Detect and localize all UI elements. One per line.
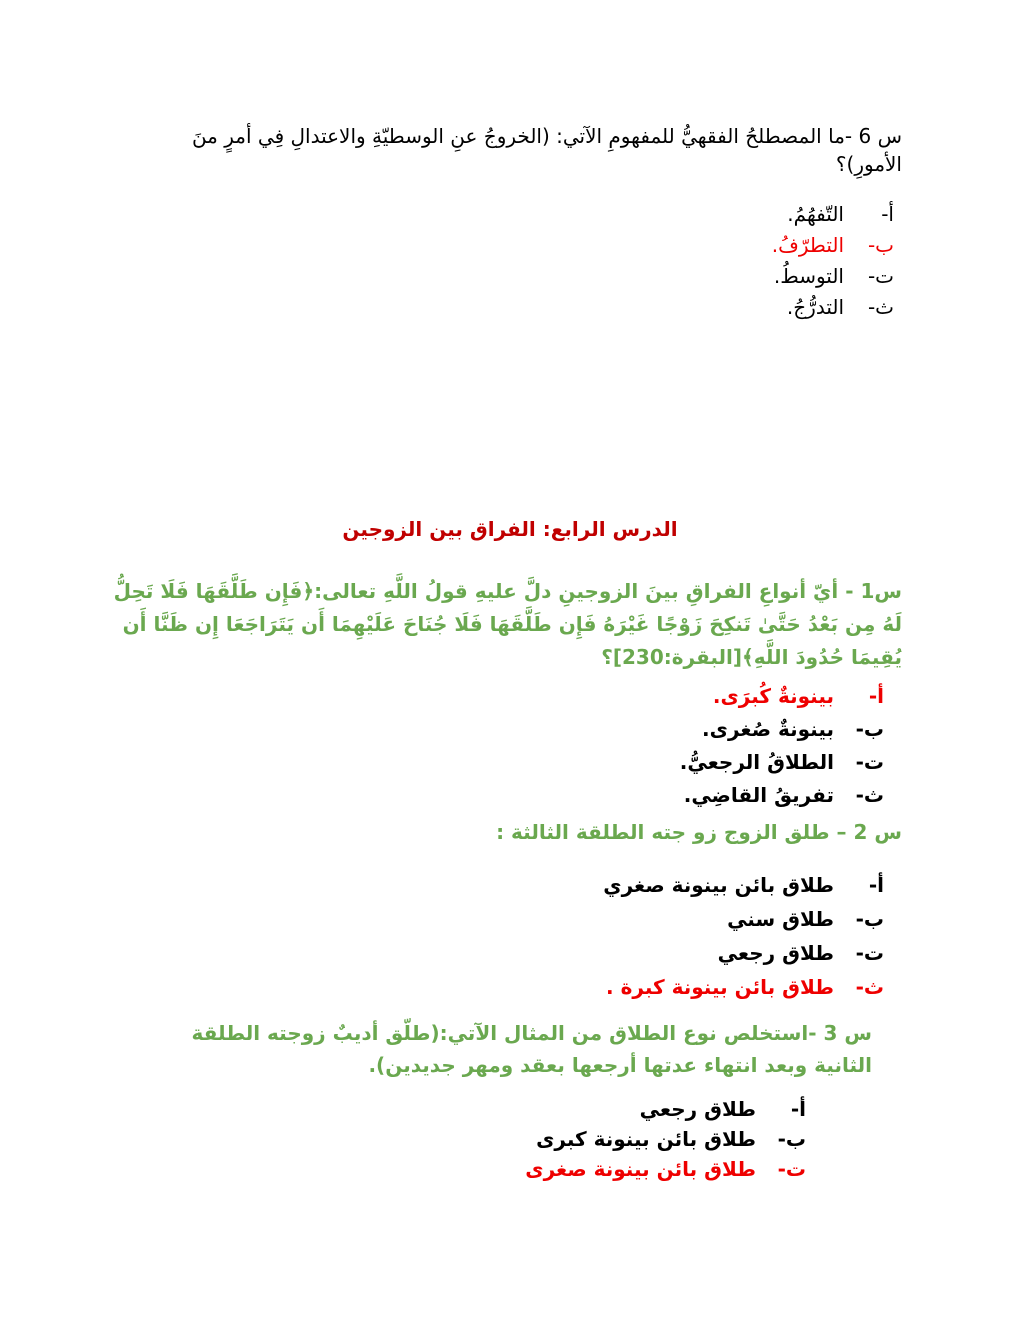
option-text: بينونةٌ كُبرَى. bbox=[712, 684, 834, 708]
q6-option-b bbox=[772, 230, 894, 261]
option-text: التطرّفُ. bbox=[771, 233, 844, 257]
question-2-options bbox=[603, 868, 884, 1004]
option-letter: ب- bbox=[777, 1127, 806, 1151]
q3-option-b bbox=[525, 1124, 806, 1154]
option-letter: ب- bbox=[855, 907, 884, 931]
q1-option-a bbox=[680, 680, 884, 713]
option-letter: ت- bbox=[855, 941, 884, 965]
option-text: التّفهُمُ. bbox=[787, 202, 844, 226]
question-3-text: س 3 -استخلص نوع الطلاق من المثال الآتي:(طلّق أديبٌ زوجته الطلقة الثانية وبعد انتهاء عدتها أرجعها بعقد ومهر جديدين). bbox=[191, 1021, 872, 1077]
option-letter: ت- bbox=[867, 264, 894, 288]
option-letter: ت- bbox=[777, 1157, 806, 1181]
option-text: طلاق رجعي bbox=[717, 941, 834, 965]
option-letter: أ- bbox=[868, 684, 884, 708]
q6-option-a bbox=[772, 199, 894, 230]
q6-option-c bbox=[772, 261, 894, 292]
option-letter: أ- bbox=[790, 1097, 806, 1121]
q6-option-d bbox=[772, 292, 894, 323]
q2-option-a bbox=[603, 868, 884, 902]
lesson-title: الدرس الرابع: الفراق بين الزوجين bbox=[342, 517, 678, 541]
option-letter: أ- bbox=[868, 873, 884, 897]
option-letter: ب- bbox=[867, 233, 894, 257]
option-text: طلاق بائن بينونة كبرى bbox=[536, 1127, 756, 1151]
option-text: تفريقُ القاضِي. bbox=[683, 783, 834, 807]
q2-option-d bbox=[603, 970, 884, 1004]
option-letter: أ- bbox=[881, 202, 894, 226]
option-text: طلاق رجعي bbox=[639, 1097, 756, 1121]
question-1-options bbox=[680, 680, 884, 812]
q1-option-c bbox=[680, 746, 884, 779]
q2-option-b bbox=[603, 902, 884, 936]
option-text: طلاق بائن بينونة صغري bbox=[603, 873, 834, 897]
question-6-text: س 6 -ما المصطلحُ الفقهيُّ للمفهومِ الآتي: (الخروجُ عنِ الوسطيّةِ والاعتدالِ فِي أمرٍ منَ الأمورِ)؟ bbox=[191, 124, 902, 176]
option-letter: ث- bbox=[855, 975, 884, 999]
q3-option-c bbox=[525, 1154, 806, 1184]
question-6-options bbox=[772, 199, 894, 323]
q2-option-c bbox=[603, 936, 884, 970]
option-text: طلاق بائن بينونة صغرى bbox=[525, 1157, 756, 1181]
question-2-text: س 2 – طلق الزوج زو جته الطلقة الثالثة : bbox=[496, 820, 902, 844]
q3-option-a bbox=[525, 1094, 806, 1124]
option-text: طلاق بائن بينونة كبرة . bbox=[606, 975, 834, 999]
q1-option-b bbox=[680, 713, 884, 746]
q1-option-d bbox=[680, 779, 884, 812]
option-text: طلاق سني bbox=[727, 907, 834, 931]
option-letter: ث- bbox=[867, 295, 894, 319]
option-text: الطلاقُ الرجعيُّ. bbox=[679, 750, 834, 774]
option-letter: ب- bbox=[855, 717, 884, 741]
question-3-options bbox=[525, 1094, 806, 1184]
option-text: بينونةٌ صُغرى. bbox=[702, 717, 834, 741]
option-letter: ث- bbox=[855, 783, 884, 807]
option-text: التدرُّجُ. bbox=[786, 295, 844, 319]
question-1-text: س1 - أيّ أنواعِ الفراقِ بينَ الزوجينِ دلَّ عليهِ قولُ اللَّهِ تعالى:﴿فَإِن طَلَّقَهَا فَلَا تَحِلُّ لَهُ مِن بَعْدُ حَتَّىٰ تَنكِحَ زَوْجًا غَيْرَهُ فَإِن طَلَّقَهَا فَلَا جُنَاحَ عَلَيْهِمَا أَن يَتَرَاجَعَا إِن ظَنَّا أَن يُقِيمَا حُدُودَ اللَّهِ﴾[البقرة:230]؟ bbox=[113, 579, 902, 669]
option-letter: ت- bbox=[855, 750, 884, 774]
option-text: التوسطُ. bbox=[773, 264, 844, 288]
